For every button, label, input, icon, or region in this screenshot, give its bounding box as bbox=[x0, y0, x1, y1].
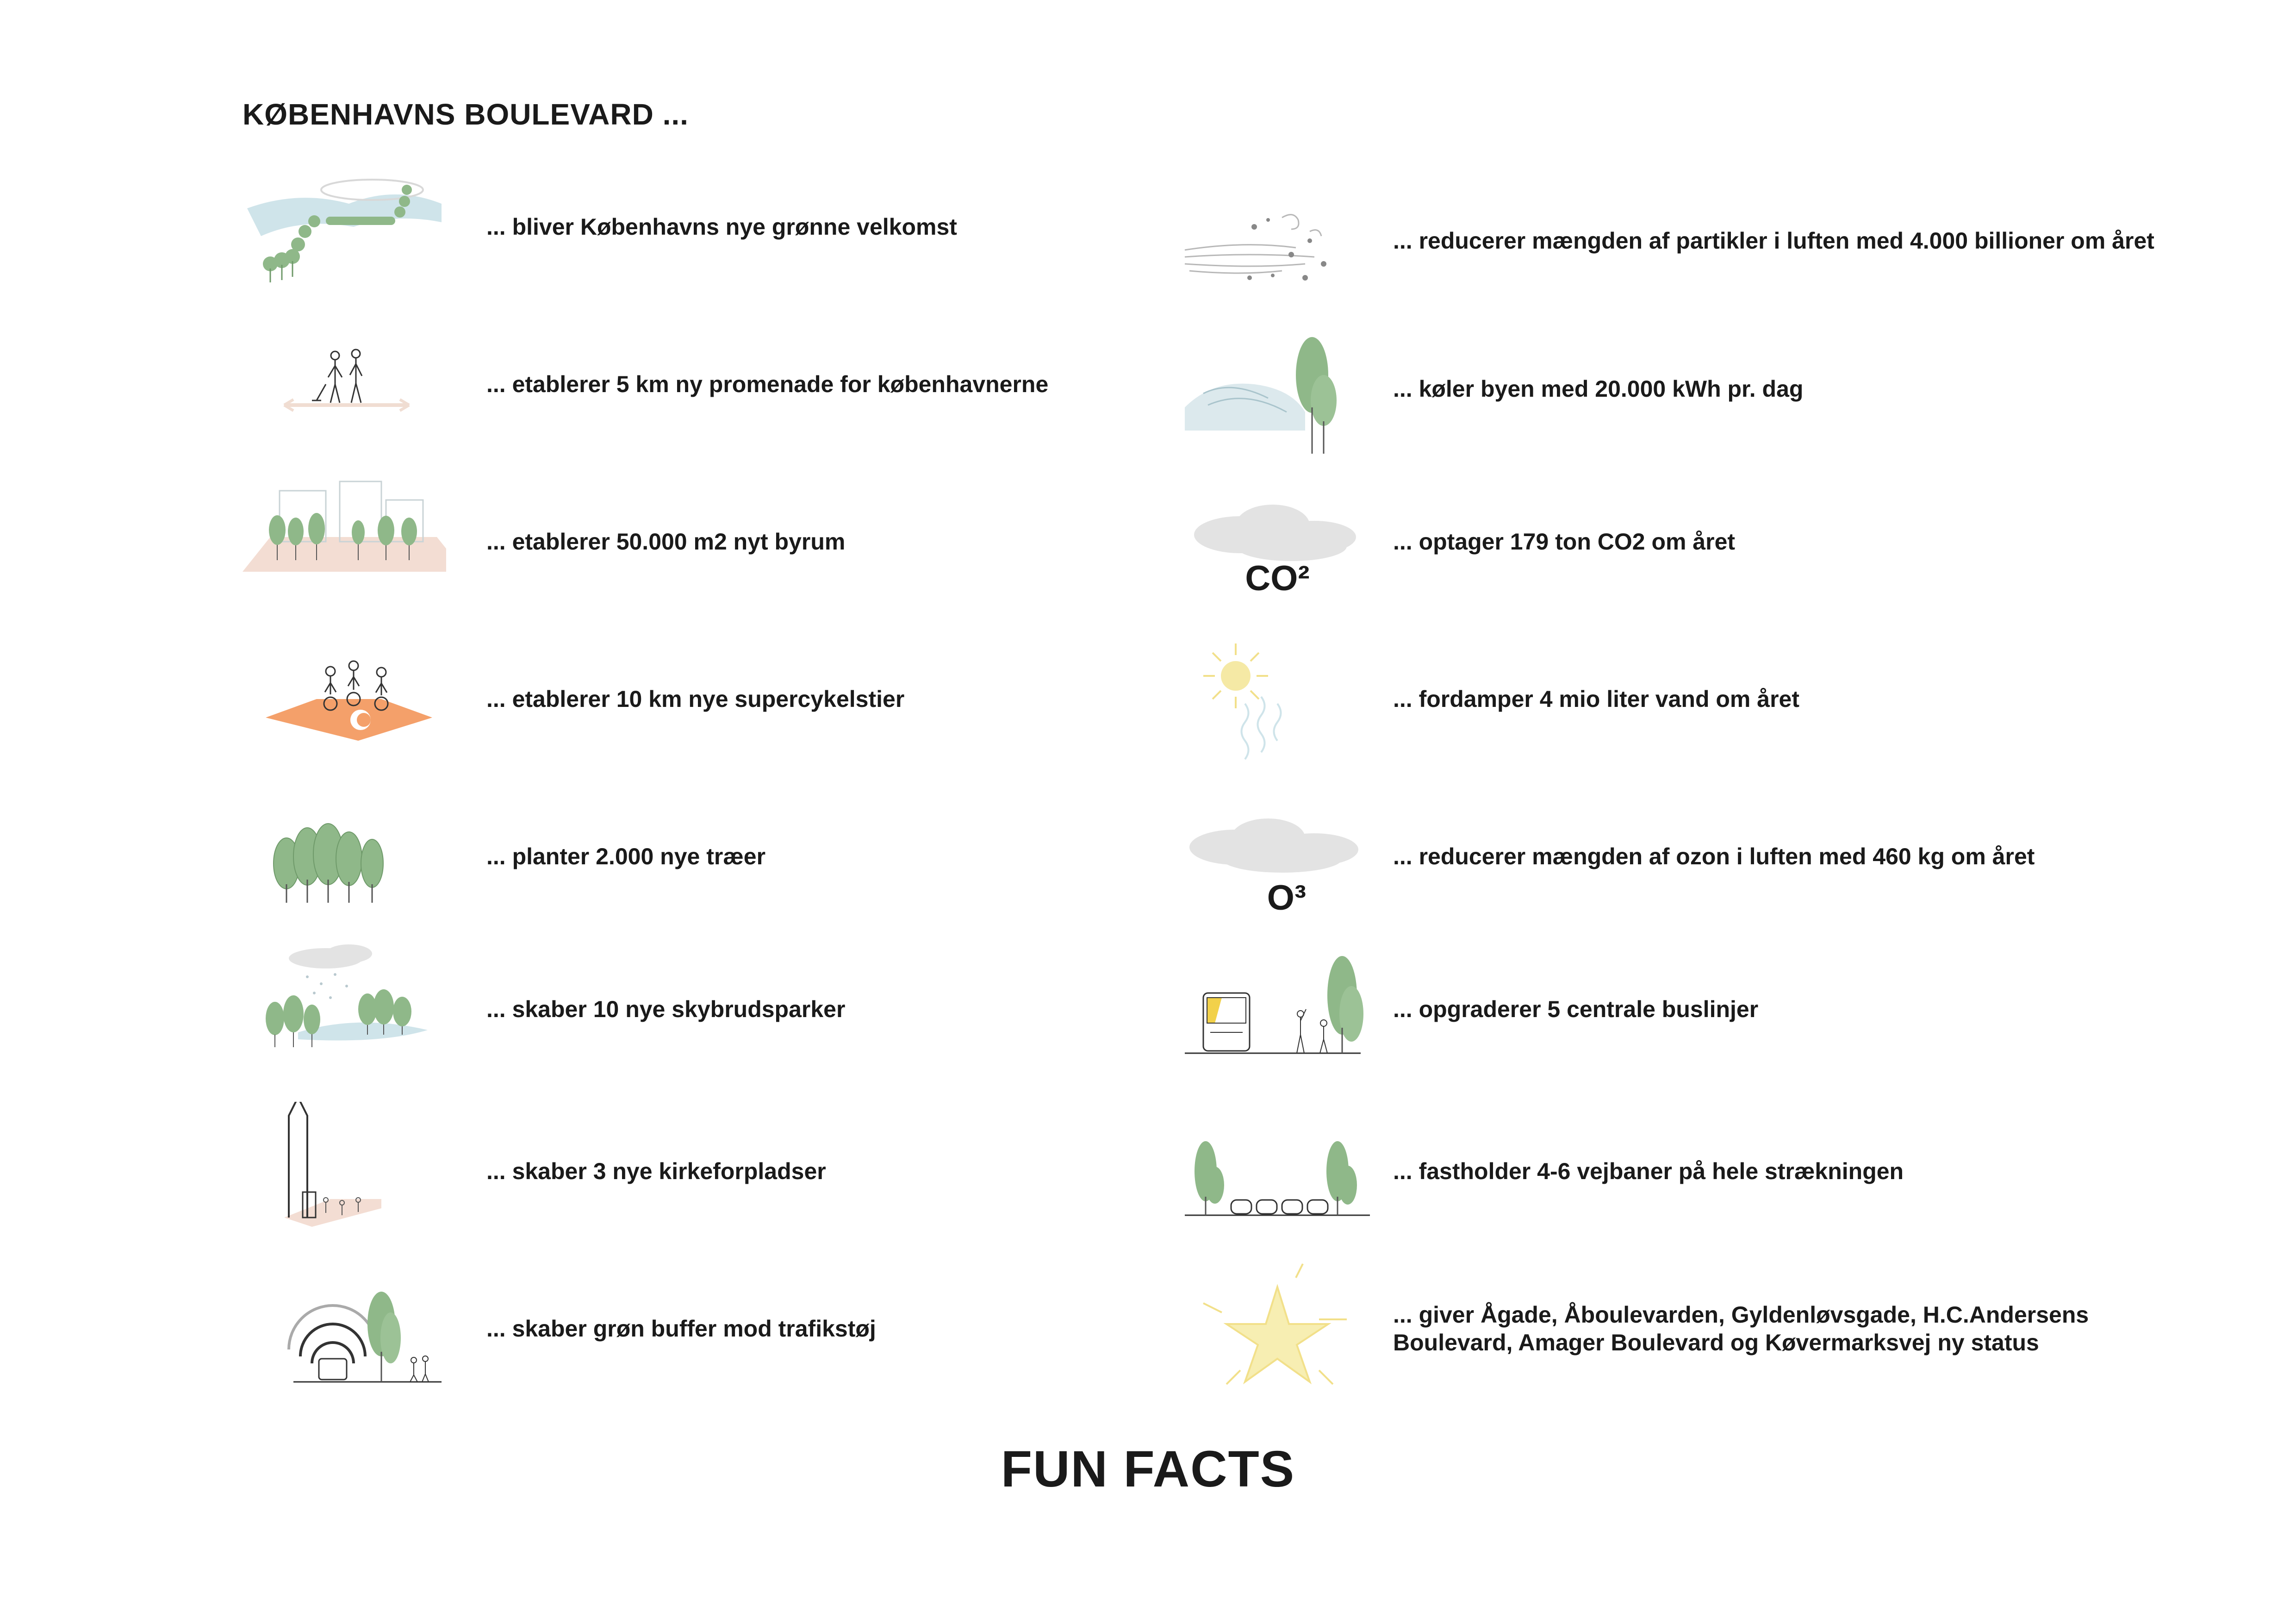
fact-road-lanes bbox=[1176, 1102, 2194, 1241]
fact-co2 bbox=[1176, 472, 2194, 611]
cooling-icon bbox=[1176, 319, 1379, 458]
fact-green-welcome bbox=[243, 157, 1122, 296]
fact-text: ... planter 2.000 nye træer bbox=[486, 843, 766, 869]
fact-ozone bbox=[1176, 787, 2194, 926]
trees-icon bbox=[243, 787, 446, 926]
fact-noise-buffer bbox=[243, 1259, 1122, 1398]
fact-text: ... skaber 3 nye kirkeforpladser bbox=[486, 1158, 826, 1184]
fact-church bbox=[243, 1102, 1122, 1241]
o3-label: O³ bbox=[1267, 878, 1307, 918]
fact-particles bbox=[1176, 171, 2194, 310]
fact-text: ... fastholder 4-6 vejbaner på hele strækningen bbox=[1393, 1158, 1904, 1184]
fact-text: ... etablerer 50.000 m2 nyt byrum bbox=[486, 529, 846, 555]
road-lanes-icon bbox=[1176, 1102, 1379, 1241]
fact-text: ... fordamper 4 mio liter vand om året bbox=[1393, 686, 1800, 712]
church-square-icon bbox=[243, 1102, 446, 1241]
cloudburst-park-icon bbox=[243, 940, 446, 1079]
fact-cloudburst bbox=[243, 940, 1122, 1079]
fact-text: ... etablerer 10 km nye supercykelstier bbox=[486, 686, 905, 712]
bus-icon bbox=[1176, 940, 1379, 1079]
urban-space-icon bbox=[243, 472, 446, 611]
noise-buffer-icon bbox=[243, 1259, 446, 1398]
co2-label: CO² bbox=[1245, 559, 1310, 598]
fact-text: ... bliver Københavns nye grønne velkomst bbox=[486, 214, 957, 240]
fact-promenade bbox=[243, 315, 1122, 454]
green-welcome-aerial-icon bbox=[243, 157, 446, 296]
fact-text: ... opgraderer 5 centrale buslinjer bbox=[1393, 996, 1759, 1022]
fact-text: ... reducerer mængden af partikler i luften med 4.000 billioner om året bbox=[1393, 228, 2154, 254]
ozone-cloud-icon bbox=[1176, 787, 1379, 926]
star-icon bbox=[1176, 1259, 1379, 1398]
fact-text: ... giver Ågade, Åboulevarden, Gyldenløvsgade, H.C.Andersens Boulevard, Amager Boulevard og Køvermarksvej ny status bbox=[1393, 1302, 2089, 1355]
page-title: KØBENHAVNS BOULEVARD ... bbox=[243, 98, 689, 131]
fact-text: ... køler byen med 20.000 kWh pr. dag bbox=[1393, 376, 1804, 402]
fun-facts-title: FUN FACTS bbox=[1001, 1441, 1295, 1498]
fact-text: ... optager 179 ton CO2 om året bbox=[1393, 529, 1736, 555]
fact-trees bbox=[243, 787, 1122, 926]
fact-text: ... reducerer mængden af ozon i luften med 460 kg om året bbox=[1393, 843, 2035, 869]
fact-text: ... skaber grøn buffer mod trafikstøj bbox=[486, 1316, 876, 1342]
air-particles-icon bbox=[1176, 171, 1379, 310]
fact-status bbox=[1176, 1259, 2194, 1398]
fact-bus bbox=[1176, 940, 2194, 1079]
fact-text: ... skaber 10 nye skybrudsparker bbox=[486, 996, 846, 1022]
sun-evaporation-icon bbox=[1176, 630, 1379, 768]
co2-cloud-icon bbox=[1176, 472, 1379, 611]
fact-supercycle bbox=[243, 630, 1122, 768]
fact-evaporation bbox=[1176, 630, 2194, 768]
pedestrians-promenade-icon bbox=[243, 315, 446, 454]
fact-text: ... etablerer 5 km ny promenade for københavnerne bbox=[486, 371, 1049, 397]
fact-urban-space bbox=[243, 472, 1122, 611]
fact-cooling bbox=[1176, 319, 2194, 458]
cyclists-icon bbox=[243, 630, 446, 768]
